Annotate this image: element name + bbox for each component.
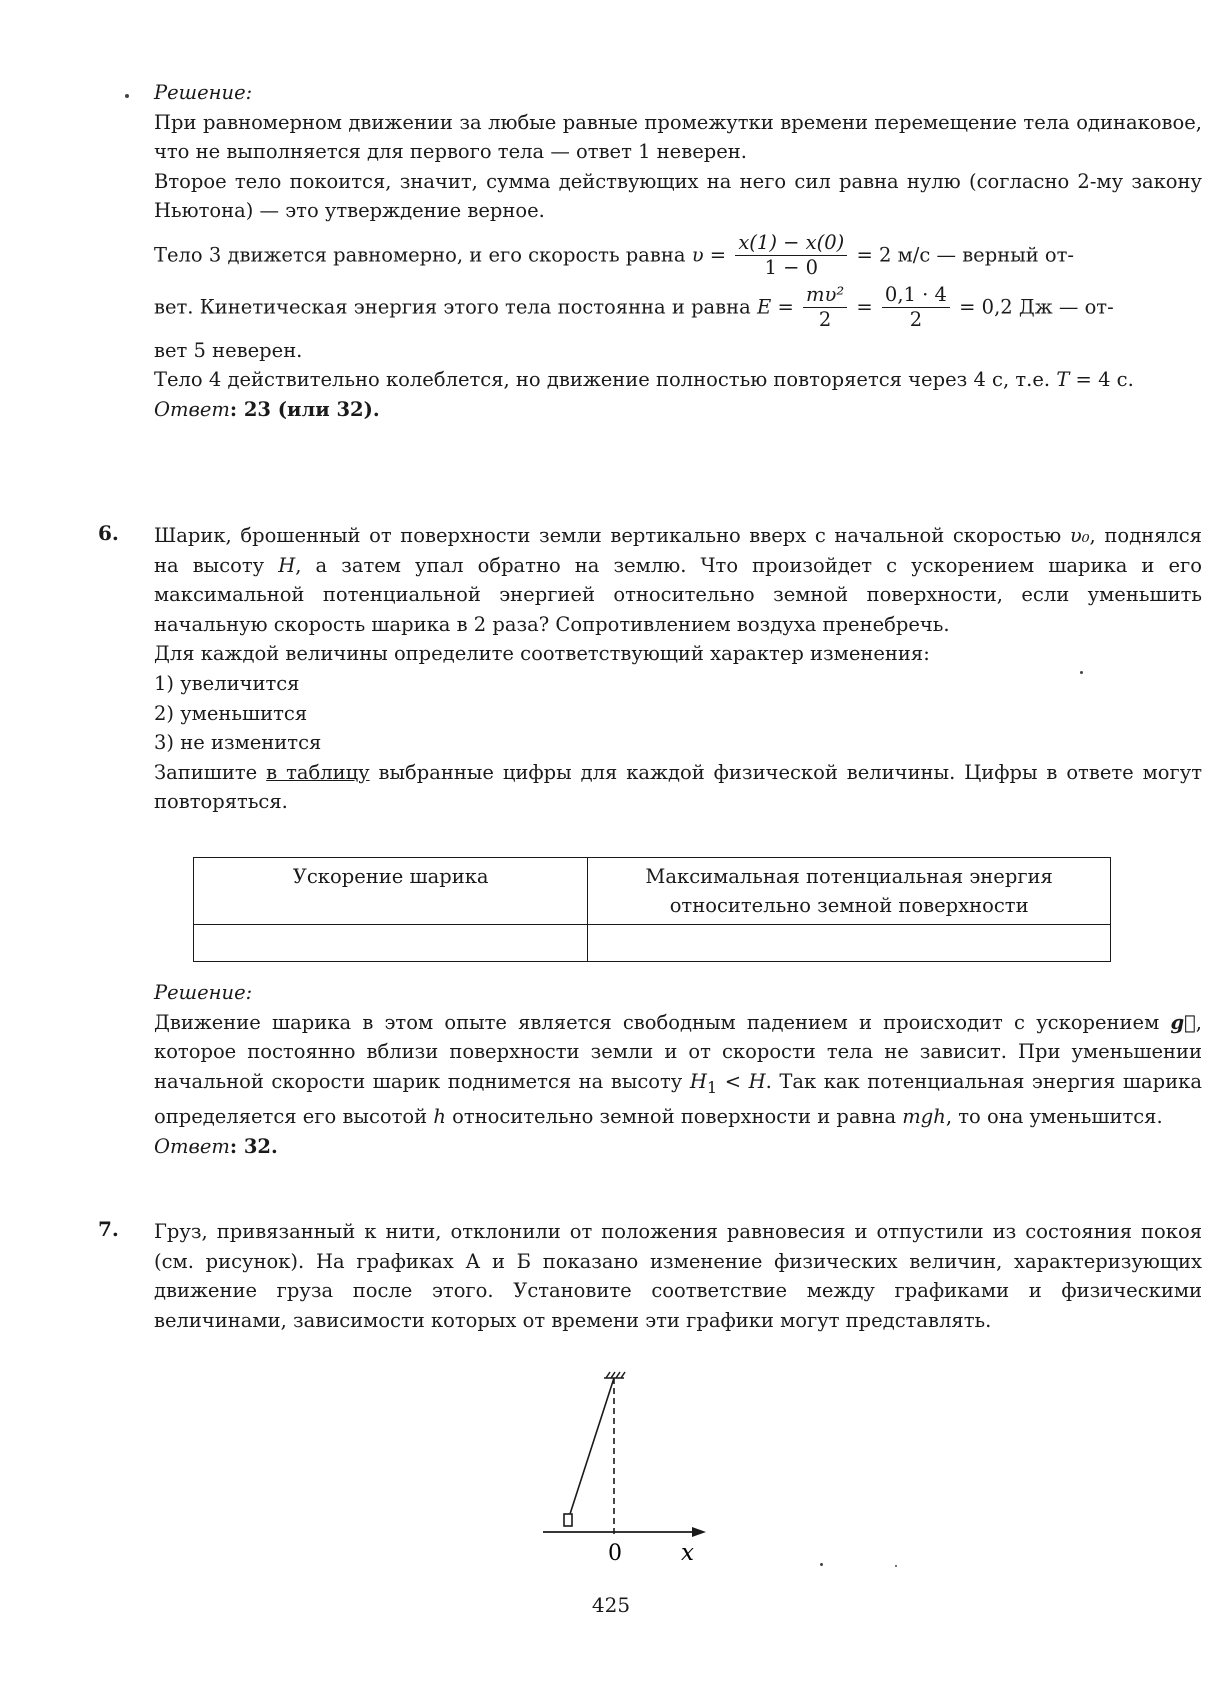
var-mgh: mgh xyxy=(902,1105,946,1129)
answer-value: : 23 (или 32). xyxy=(229,397,380,421)
text: , а затем упал обратно на землю. Что произойдет с ускорением шарика и его максимальной потенциальной энергией относительно земной поверхности, если уменьшить начальную скорость шарика в 2 раза? Сопротивлением воздуха пренебречь. xyxy=(154,553,1202,636)
solution-paragraph: вет 5 неверен. xyxy=(154,338,303,362)
solution-paragraph xyxy=(154,365,1202,395)
var-h: h xyxy=(433,1105,446,1129)
underlined-text: в таблицу xyxy=(266,760,370,784)
pendulum-string xyxy=(570,1378,614,1514)
origin-label: 0 xyxy=(608,1541,622,1564)
velocity-formula-line xyxy=(154,232,1202,280)
text: вет. Кинетическая энергия этого тела постоянна и равна xyxy=(154,295,757,319)
scan-speck xyxy=(125,94,129,98)
task-number: 7. xyxy=(98,1217,119,1241)
scan-speck xyxy=(895,1565,897,1567)
option-item: 1) увеличится xyxy=(154,671,300,695)
subscript: 1 xyxy=(706,1077,718,1097)
task-number: 6. xyxy=(98,521,119,545)
pendulum-figure xyxy=(540,1364,710,1564)
text: . Так как потенциальная энергия шарика определяется его высотой xyxy=(154,1069,1202,1129)
text: < xyxy=(717,1069,749,1093)
task-text: Груз, привязанный к нити, отклонили от положения равновесия и отпустили из состояния покоя (см. рисунок). На графиках А и Б показано изменение физических величин, характеризующих движение груза после этого. Установите соответствие между графиками и физическими величинами, зависимости которых от времени эти графики могут представлять. xyxy=(154,1220,1202,1332)
var-g: g⃗ xyxy=(1170,1010,1196,1034)
answer-label: Ответ xyxy=(154,1134,230,1158)
var-T: T xyxy=(1056,368,1070,392)
solution-task5 xyxy=(154,78,1202,424)
text: выбранные цифры для каждой физической величины. Цифры в ответе могут повторяться. xyxy=(154,760,1203,814)
text: относительно земной поверхности и равна xyxy=(445,1105,903,1129)
var-H1: H xyxy=(689,1069,707,1093)
task7 xyxy=(154,1217,1202,1335)
text: , поднялся на высоту xyxy=(154,524,1202,577)
answer-line xyxy=(154,1132,1202,1162)
table-header-row xyxy=(194,858,1111,925)
solution-paragraph xyxy=(154,1008,1202,1132)
text: Запишите xyxy=(154,760,267,784)
answer-label: Ответ xyxy=(154,397,230,421)
task-text xyxy=(154,521,1202,639)
text: = xyxy=(703,243,733,267)
var-H: H xyxy=(278,553,296,577)
answer-cell-acceleration[interactable] xyxy=(194,925,588,962)
var-E: E xyxy=(757,295,772,319)
var-v0: υ₀ xyxy=(1069,524,1090,547)
table-header-cell: Максимальная потенциальная энергия относительно земной поверхности xyxy=(588,858,1111,925)
var-H: H xyxy=(748,1069,766,1093)
text: Тело 4 действительно колеблется, но движение полностью повторяется через 4 с, т.е. xyxy=(154,368,1057,392)
text: , которое постоянно вблизи поверхности земли и от скорости тела не зависит. При уменьшении начальной скорости шарик поднимется на высоту xyxy=(154,1010,1202,1093)
text: Шарик, брошенный от поверхности земли вертикально вверх с начальной скоростью xyxy=(154,524,1070,547)
denominator: 1 − 0 xyxy=(764,256,819,280)
fraction-value xyxy=(882,284,950,332)
text: Движение шарика в этом опыте является свободным падением и происходит с ускорением xyxy=(154,1010,1171,1034)
fraction-kinetic xyxy=(803,284,847,332)
answer-line xyxy=(154,395,1202,425)
fraction-velocity xyxy=(735,232,847,280)
x-axis-arrow xyxy=(692,1527,706,1537)
task6 xyxy=(154,521,1202,817)
energy-formula-line: вет. Кинетическая энергия этого тела постоянна и равна E = $\frac{\text{mυ²}}{2}$ = $\frac{0,1 \cdot 4}{2}$ = 0,2 Дж — от- xyxy=(154,282,1114,332)
numerator: mυ² xyxy=(803,284,847,308)
write-instruction xyxy=(154,758,1202,817)
solution-paragraph: При равномерном движении за любые равные промежутки времени перемещение тела одинаковое, что не выполняется для первого тела — ответ 1 неверен. xyxy=(154,110,1202,164)
scan-speck xyxy=(820,1563,823,1566)
solution-heading: Решение: xyxy=(154,81,253,104)
text: = 4 с. xyxy=(1069,368,1134,392)
numerator: x(1) − x(0) xyxy=(735,232,847,256)
var-v: υ xyxy=(691,243,704,267)
text: , то она уменьшится. xyxy=(945,1105,1163,1129)
solution-heading: Решение: xyxy=(154,981,253,1004)
table-header-cell: Ускорение шарика xyxy=(194,858,588,925)
option-item: 3) не изменится xyxy=(154,731,322,755)
answer-cell-energy[interactable] xyxy=(588,925,1111,962)
axis-label-x: x xyxy=(681,1540,694,1564)
solution-paragraph: Второе тело покоится, значит, сумма действующих на него сил равна нулю (согласно 2-му закону Ньютона) — это утверждение верное. xyxy=(154,169,1202,223)
page-number: 425 xyxy=(591,1593,631,1617)
text: = 0,2 Дж — от- xyxy=(952,295,1114,319)
ceiling-hatching xyxy=(604,1372,625,1378)
solution-task6 xyxy=(154,978,1202,1161)
scan-speck xyxy=(1080,671,1083,674)
instruction: Для каждой величины определите соответствующий характер изменения: xyxy=(154,642,930,666)
option-item: 2) уменьшится xyxy=(154,701,308,725)
denominator: 2 xyxy=(818,308,832,332)
pendulum-weight xyxy=(564,1514,572,1526)
numerator: 0,1 · 4 xyxy=(882,284,950,308)
table-answer-row xyxy=(194,925,1111,962)
answer-value: : 32. xyxy=(229,1134,278,1158)
denominator: 2 xyxy=(909,308,923,332)
text: Тело 3 движется равномерно, и его скорость равна xyxy=(154,243,692,267)
answer-table xyxy=(193,857,1111,962)
text: = 2 м/с — верный от- xyxy=(850,243,1075,267)
